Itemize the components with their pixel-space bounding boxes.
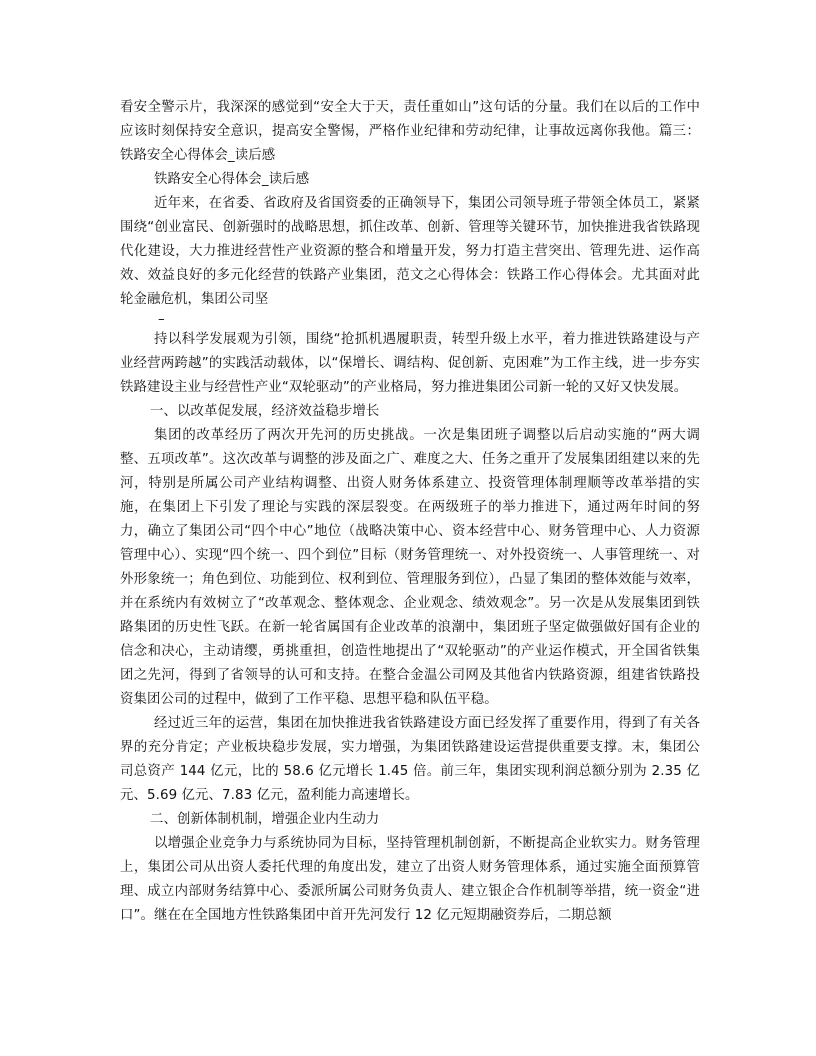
article-title: 铁路安全心得体会_读后感 xyxy=(154,172,310,187)
section-heading-reform: 一、以改革促发展，经济效益稳步增长 xyxy=(150,404,380,419)
section-heading-innovation: 二、创新体制机制，增强企业内生动力 xyxy=(150,812,380,827)
paragraph-development-theme: 持以科学发展观为引领，围绕“抢抓机遇履职责，转型升级上水平，着力推进铁路建设与产业经营两跨越”的实践活动载体，以“保增长、调结构、促创新、克困难”为工作主线，进一步夯实铁路建设主业与经营性产业“双轮驱动”的产业格局，努力推进集团公司新一轮的又好又快发展。 xyxy=(120,332,700,395)
paragraph-operating-results: 经过近三年的运营，集团在加快推进我省铁路建设方面已经发挥了重要作用，得到了有关各界的充分肯定；产业板块稳步发展，实力增强，为集团铁路建设运营提供重要支撑。末，集团公司总资产 144 亿元，比的 58.6 亿元增长 1.45 倍。前三年，集团实现利润总额分别为 2.35 亿元、5.69 亿元、7.83 亿元，盈利能力高速增长。 xyxy=(120,716,700,803)
paragraph-financial-management: 以增强企业竞争力与系统协同为目标，坚持管理机制创新，不断提高企业软实力。财务管理上，集团公司从出资人委托代理的角度出发，建立了出资人财务管理体系，通过实施全面预算管理、成立内部财务结算中心、委派所属公司财务负责人、建立银企合作机制等举措，统一资金“进口”。继在在全国地方性铁路集团中首开先河发行 12 亿元短期融资券后，二期总额 xyxy=(120,836,700,923)
paragraph-safety-reflection: 看安全警示片，我深深的感觉到“安全大于天，责任重如山”这句话的分量。我们在以后的工作中应该时刻保持安全意识，提高安全警惕，严格作业纪律和劳动纪律，让事故远离你我他。篇三：铁路安全心得体会_读后感 xyxy=(120,100,700,163)
paragraph-reform-history: 集团的改革经历了两次开先河的历史挑战。一次是集团班子调整以后启动实施的“两大调整、五项改革”。这次改革与调整的涉及面之广、难度之大、任务之重开了发展集团组建以来的先河，特别是所属公司产业结构调整、出资人财务体系建立、投资管理体制理顺等改革举措的实施，在集团上下引发了理论与实践的深层裂变。在两级班子的举力推进下，通过两年时间的努力，确立了集团公司“四个中心”地位（战略决策中心、资本经营中心、财务管理中心、人力资源管理中心）、实现“四个统一、四个到位”目标（财务管理统一、对外投资统一、人事管理统一、对外形象统一；角色到位、功能到位、权利到位、管理服务到位），凸显了集团的整体效能与效率，并在系统内有效树立了“改革观念、整体观念、企业观念、绩效观念”。另一次是从发展集团到铁路集团的历史性飞跃。在新一轮省属国有企业改革的浪潮中，集团班子坚定做强做好国有企业的信念和决心，主动请缨，勇挑重担，创造性地提出了“双轮驱动”的产业运作模式，开全国省铁集团之先河，得到了省领导的认可和支持。在整合金温公司网及其他省内铁路资源，组建省铁路投资集团公司的过程中，做到了工作平稳、思想平稳和队伍平稳。 xyxy=(120,428,700,707)
page-break-dash: – xyxy=(158,312,165,327)
document-page xyxy=(120,96,700,928)
paragraph-intro: 近年来，在省委、省政府及省国资委的正确领导下，集团公司领导班子带领全体员工，紧紧围绕“创业富民、创新强时的战略思想，抓住改革、创新、管理等关键环节，加快推进我省铁路现代化建设，大力推进经营性产业资源的整合和增量开发，努力打造主营突出、管理先进、运作高效、效益良好的多元化经营的铁路产业集团，范文之心得体会：铁路工作心得体会。尤其面对此轮金融危机，集团公司坚 xyxy=(120,196,700,307)
